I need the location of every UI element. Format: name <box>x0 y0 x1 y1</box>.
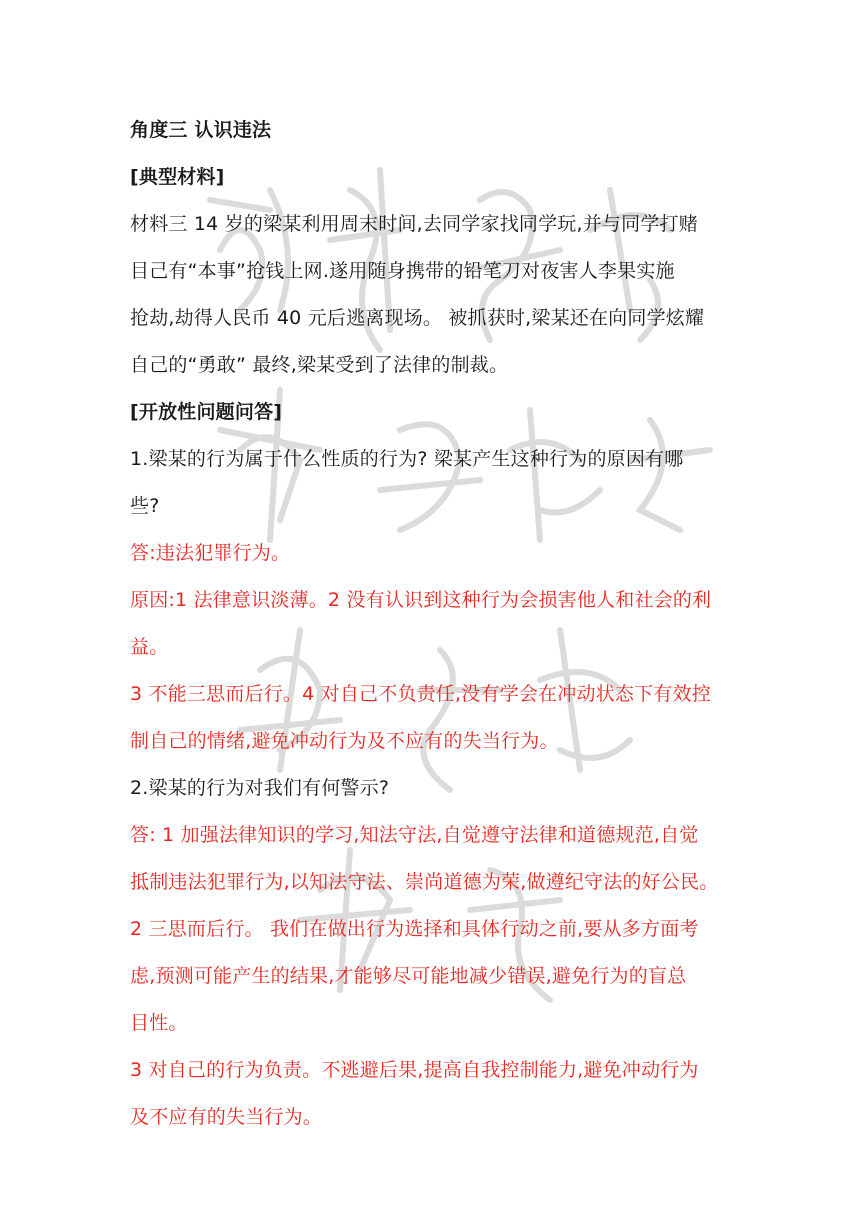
question-1-line: 1.梁某的行为属于什么性质的行为? 梁某产生这种行为的原因有哪 <box>130 448 684 470</box>
qa-heading: [开放性问题问答] <box>130 401 283 423</box>
document-body <box>130 112 740 1146</box>
answer-2-line: 2 三思而后行。 我们在做出行为选择和具体行动之前,要从多方面考 <box>130 918 699 940</box>
answer-2-line: 虑,预测可能产生的结果,才能够尽可能地减少错误,避免行为的盲总 <box>130 965 687 987</box>
answer-1-line: 答:违法犯罪行为。 <box>130 542 291 564</box>
answer-1-line: 制自己的情绪,避免冲动行为及不应有的失当行为。 <box>130 730 559 752</box>
answer-1-line: 原因:1 法律意识淡薄。2 没有认识到这种行为会损害他人和社会的利 <box>130 589 712 611</box>
material-line: 目己有“本事”抢钱上网.遂用随身携带的铅笔刀对夜害人李果实施 <box>130 260 675 282</box>
question-2-line: 2.梁某的行为对我们有何警示? <box>130 777 390 799</box>
question-1-line: 些? <box>130 495 160 517</box>
answer-1-line: 益。 <box>130 636 169 658</box>
section-title: 角度三 认识违法 <box>130 119 272 141</box>
answer-2-line: 目性。 <box>130 1012 188 1034</box>
answer-2-line: 抵制违法犯罪行为,以知法守法、崇尚道德为荣,做遵纪守法的好公民。 <box>130 871 719 893</box>
material-line: 自己的“勇敢” 最终,梁某受到了法律的制裁。 <box>130 354 509 376</box>
answer-2-line: 及不应有的失当行为。 <box>130 1106 323 1128</box>
material-line: 抢劫,劫得人民币 40 元后逃离现场。 被抓获时,梁某还在向同学炫耀 <box>130 307 705 329</box>
answer-2-line: 3 对自己的行为负责。不逃避后果,提高自我控制能力,避免冲动行为 <box>130 1059 699 1081</box>
answer-2-line: 答: 1 加强法律知识的学习,知法守法,自觉遵守法律和道德规范,自觉 <box>130 824 699 846</box>
material-line: 材料三 14 岁的梁某利用周末时间,去同学家找同学玩,并与同学打赌 <box>130 213 698 235</box>
answer-1-line: 3 不能三思而后行。4 对自己不负责任,没有学会在冲动状态下有效控 <box>130 683 711 705</box>
material-heading: [典型材料] <box>130 166 225 188</box>
